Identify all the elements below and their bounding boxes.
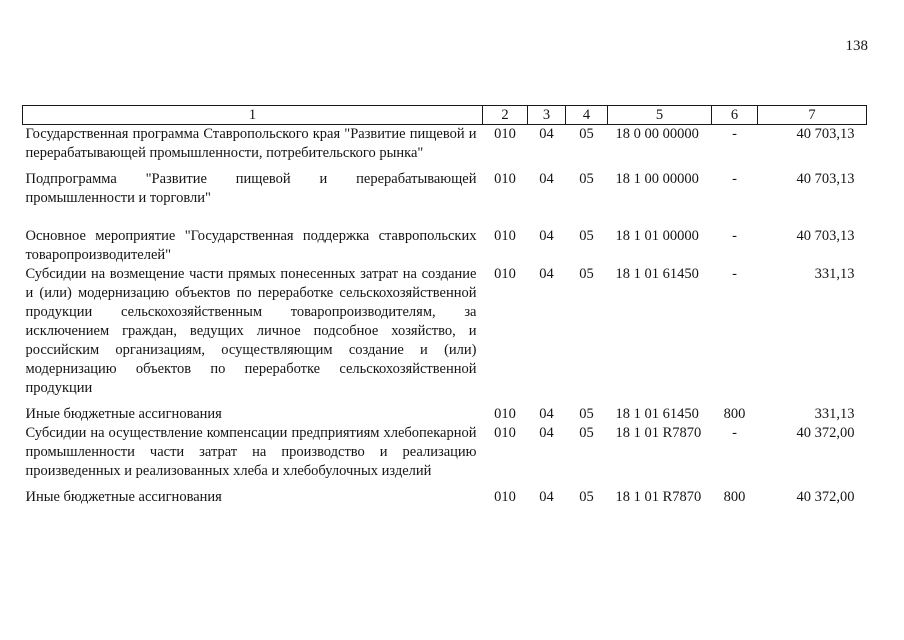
budget-table (22, 105, 867, 507)
row-name: Основное мероприятие "Государственная поддержка ставропольских товаропроизводителей" (25, 228, 477, 263)
row-amount: 40 372,00 (796, 425, 855, 441)
row-section: 04 (539, 406, 554, 422)
row-ministry: 010 (494, 266, 516, 282)
row-name: Субсидии на осуществление компенсации предприятиям хлебопекарной промышленности части затрат на производство и реализацию произведенных и реализованных хлеба и хлебобулочных изделий (25, 425, 477, 479)
table-row (23, 125, 867, 171)
row-expense-type: - (732, 266, 737, 282)
header-col-4: 4 (566, 106, 608, 125)
row-ministry: 010 (494, 228, 516, 244)
table-row (23, 488, 867, 507)
row-name: Субсидии на возмещение части прямых понесенных затрат на создание и (или) модернизацию объектов по переработке сельскохозяйственной продукции сельскохозяйственным товаропроизводителям, за исключением граждан, ведущих личное подсобное хозяйство, и российским организациям, осуществляющим создание и (или) модернизацию объектов по переработке сельскохозяйственной продукции (25, 266, 477, 396)
row-expense-type: - (732, 228, 737, 244)
row-subsection: 05 (579, 266, 594, 282)
header-col-1: 1 (23, 106, 483, 125)
row-target: 18 1 01 R7870 (615, 489, 702, 505)
row-expense-type: - (732, 171, 737, 187)
row-subsection: 05 (579, 126, 594, 142)
row-section: 04 (539, 266, 554, 282)
header-col-7: 7 (758, 106, 867, 125)
row-ministry: 010 (494, 406, 516, 422)
row-target: 18 1 01 R7870 (615, 425, 702, 441)
header-col-2: 2 (483, 106, 528, 125)
row-ministry: 010 (494, 489, 516, 505)
row-ministry: 010 (494, 171, 516, 187)
row-target: 18 1 01 61450 (615, 266, 699, 282)
row-target: 18 1 01 61450 (615, 406, 699, 422)
row-ministry: 010 (494, 126, 516, 142)
row-amount: 40 703,13 (796, 126, 855, 142)
row-target: 18 0 00 00000 (615, 126, 699, 142)
table-row (23, 424, 867, 488)
row-section: 04 (539, 228, 554, 244)
table-row (23, 265, 867, 405)
row-section: 04 (539, 126, 554, 142)
row-subsection: 05 (579, 489, 594, 505)
page-number: 138 (845, 38, 868, 54)
row-name: Подпрограмма "Развитие пищевой и перерабатывающей промышленности и торговли" (25, 171, 477, 206)
header-col-3: 3 (528, 106, 566, 125)
row-ministry: 010 (494, 425, 516, 441)
row-name: Иные бюджетные ассигнования (25, 489, 222, 505)
header-row (23, 106, 867, 125)
row-section: 04 (539, 489, 554, 505)
row-name: Государственная программа Ставропольского края "Развитие пищевой и перерабатывающей промышленности, потребительского рынка" (25, 126, 477, 161)
row-expense-type: 800 (723, 489, 746, 505)
row-subsection: 05 (579, 406, 594, 422)
header-col-5: 5 (608, 106, 712, 125)
row-expense-type: - (732, 425, 737, 441)
row-name: Иные бюджетные ассигнования (25, 406, 222, 422)
header-col-6: 6 (712, 106, 758, 125)
row-amount: 40 703,13 (796, 228, 855, 244)
table-row (23, 227, 867, 265)
row-section: 04 (539, 425, 554, 441)
row-amount: 40 703,13 (796, 171, 855, 187)
row-amount: 331,13 (814, 406, 855, 422)
row-subsection: 05 (579, 425, 594, 441)
row-subsection: 05 (579, 228, 594, 244)
row-expense-type: - (732, 126, 737, 142)
row-subsection: 05 (579, 171, 594, 187)
table-row (23, 170, 867, 227)
row-amount: 331,13 (814, 266, 855, 282)
row-expense-type: 800 (723, 406, 746, 422)
row-target: 18 1 01 00000 (615, 228, 699, 244)
row-amount: 40 372,00 (796, 489, 855, 505)
table-row (23, 405, 867, 424)
row-section: 04 (539, 171, 554, 187)
row-target: 18 1 00 00000 (615, 171, 699, 187)
